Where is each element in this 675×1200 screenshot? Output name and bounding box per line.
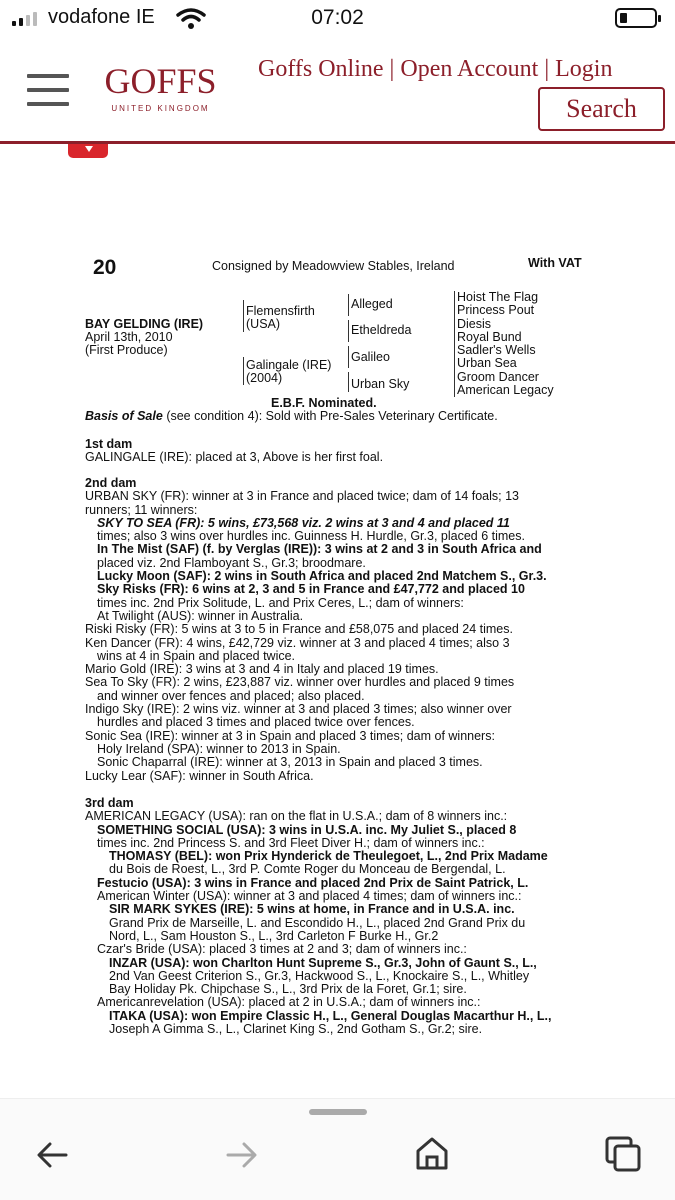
home-icon[interactable]: [414, 1135, 450, 1171]
ebf-note: E.B.F. Nominated.: [271, 396, 377, 410]
section-heading: 1st dam: [85, 437, 133, 451]
section-heading: 3rd dam: [85, 796, 134, 810]
dam-line: Mario Gold (IRE): 3 wins at 3 and 4 in Italy and placed 19 times.: [85, 662, 439, 677]
foaling-date: April 13th, 2010: [85, 330, 173, 344]
basis-text: (see condition 4): Sold with Pre-Sales Veterinary Certificate.: [166, 409, 498, 423]
pedigree-bracket: [348, 346, 349, 368]
pedigree-ancestor: Princess Pout: [457, 303, 535, 317]
dam-line: Sonic Sea (IRE): winner at 3 in Spain and placed 3 times; dam of winners:: [85, 728, 495, 743]
dam-line: SKY TO SEA (FR): 5 wins, £73,568 viz. 2 wins at 3 and 4 and placed 11: [97, 515, 510, 530]
dam-line: Sonic Chaparral (IRE): winner at 3, 2013 in Spain and placed 3 times.: [97, 755, 483, 770]
menu-icon[interactable]: [27, 74, 69, 106]
tabs-icon[interactable]: [604, 1135, 642, 1173]
pedigree-bracket: [348, 294, 349, 316]
pedigree-ancestor: Sadler's Wells: [457, 343, 536, 357]
pedigree-dam-year: (2004): [246, 371, 283, 385]
pedigree-sire: Flemensfirth: [246, 304, 315, 318]
first-dam-section: [85, 438, 605, 465]
dam-line: Grand Prix de Marseille, L. and Escondido H., L., placed 2nd Grand Prix du: [109, 915, 526, 930]
login-link[interactable]: Login: [555, 56, 613, 82]
dam-line: 2nd Van Geest Criterion S., Gr.3, Hackwood S., L., Knockaire S., L., Whitley: [109, 968, 530, 983]
dam-line: American Winter (USA): winner at 3 and placed 4 times; dam of winners inc.:: [97, 889, 522, 904]
dam-line: AMERICAN LEGACY (USA): ran on the flat in U.S.A.; dam of 8 winners inc.:: [85, 809, 508, 824]
pedigree-ancestor: Groom Dancer: [457, 370, 539, 384]
browser-toolbar: [0, 1098, 675, 1200]
dam-line: Czar's Bride (USA): placed 3 times at 2 and 3; dam of winners inc.:: [97, 942, 467, 957]
produce-note: (First Produce): [85, 343, 168, 357]
dam-line: runners; 11 winners:: [85, 502, 198, 517]
pedigree-ancestor: Royal Bund: [457, 330, 522, 344]
pedigree-bracket: [454, 291, 455, 397]
dam-line: Festucio (USA): 3 wins in France and placed 2nd Prix de Saint Patrick, L.: [97, 875, 529, 890]
pedigree-granddam: Urban Sky: [351, 377, 410, 391]
site-header: [0, 40, 675, 144]
dam-line: times inc. 2nd Prix Solitude, L. and Prix Ceres, L.; dam of winners:: [97, 595, 464, 610]
pedigree-bracket: [243, 357, 244, 385]
horse-description: BAY GELDING (IRE): [85, 317, 204, 331]
dam-line: Sea To Sky (FR): 2 wins, £23,887 viz. winner over hurdles and placed 9 times: [85, 675, 515, 690]
pedigree-ancestor: Urban Sea: [457, 356, 517, 370]
search-button[interactable]: Search: [538, 87, 665, 131]
dam-line: and winner over fences and placed; also placed.: [97, 688, 365, 703]
pedigree-ancestor: American Legacy: [457, 383, 554, 397]
back-arrow-icon[interactable]: [34, 1139, 70, 1171]
dam-line: Holy Ireland (SPA): winner to 2013 in Spain.: [97, 741, 341, 756]
dam-line: Joseph A Gimma S., L., Clarinet King S., 2nd Gotham S., Gr.2; sire.: [109, 1022, 483, 1037]
pedigree-sire-origin: (USA): [246, 317, 281, 331]
basis-of-sale: [85, 410, 498, 423]
dam-line: times inc. 2nd Princess S. and 3rd Fleet Diver H.; dam of winners inc.:: [97, 835, 485, 850]
dam-line: SOMETHING SOCIAL (USA): 3 wins in U.S.A. inc. My Juliet S., placed 8: [97, 822, 517, 837]
logo-text: GOFFS: [104, 61, 217, 101]
third-dam-section: [85, 797, 605, 1036]
dam-line: Ken Dancer (FR): 4 wins, £42,729 viz. winner at 3 and placed 4 times; also 3: [85, 635, 510, 650]
dam-line: hurdles and placed 3 times and placed twice over fences.: [97, 715, 415, 730]
status-bar: [0, 0, 675, 40]
lot-number: 20: [93, 256, 117, 279]
dam-line: GALINGALE (IRE): placed at 3, Above is her first foal.: [85, 450, 384, 465]
dam-line: INZAR (USA): won Charlton Hunt Supreme S., Gr.3, John of Gaunt S., L.,: [109, 955, 537, 970]
download-tab[interactable]: [68, 144, 108, 158]
dam-line: Americanrevelation (USA): placed at 2 in U.S.A.; dam of winners inc.:: [97, 995, 481, 1010]
pedigree-granddam: Etheldreda: [351, 323, 412, 337]
dam-line: At Twilight (AUS): winner in Australia.: [97, 608, 304, 623]
dam-line: Lucky Lear (SAF): winner in South Africa.: [85, 768, 314, 783]
pedigree-ancestor: Diesis: [457, 317, 492, 331]
pedigree-ancestor: Hoist The Flag: [457, 290, 539, 304]
goffs-online-link[interactable]: Goffs Online: [258, 56, 384, 82]
second-dam-section: [85, 477, 605, 783]
basis-label: Basis of Sale: [85, 409, 163, 423]
dam-line: Nord, L., Sam Houston S., L., 3rd Carleton F Burke H., Gr.2: [109, 928, 439, 943]
dam-line: Riski Risky (FR): 5 wins at 3 to 5 in France and £58,075 and placed 24 times.: [85, 622, 513, 637]
top-links: [258, 56, 612, 83]
goffs-logo[interactable]: [98, 62, 223, 113]
link-separator: |: [544, 56, 550, 82]
dam-line: URBAN SKY (FR): winner at 3 in France and placed twice; dam of 14 foals; 13: [85, 489, 519, 504]
logo-subtitle: UNITED KINGDOM: [111, 104, 210, 113]
dam-line: Lucky Moon (SAF): 2 wins in South Africa and placed 2nd Matchem S., Gr.3.: [97, 569, 547, 584]
pedigree-bracket: [348, 320, 349, 342]
vat-status: With VAT: [528, 256, 582, 270]
dam-line: times; also 3 wins over hurdles inc. Guinness H. Hurdle, Gr.3, placed 6 times.: [97, 529, 525, 544]
dam-line: In The Mist (SAF) (f. by Verglas (IRE)): 3 wins at 2 and 3 in South Africa and: [97, 542, 542, 557]
carrier-name: vodafone IE: [48, 6, 155, 28]
dam-line: Indigo Sky (IRE): 2 wins viz. winner at 3 and placed 3 times; also winner over: [85, 702, 512, 717]
toolbar-handle[interactable]: [309, 1109, 367, 1115]
dam-line: THOMASY (BEL): won Prix Hynderick de Theulegoet, L., 2nd Prix Madame: [109, 849, 548, 864]
pedigree-dam: Galingale (IRE): [246, 358, 332, 372]
section-heading: 2nd dam: [85, 476, 137, 490]
pedigree-bracket: [243, 300, 244, 332]
pedigree-grandsire: Galileo: [351, 350, 390, 364]
battery-icon: [615, 8, 657, 28]
clock: 07:02: [311, 6, 364, 29]
pedigree-bracket: [348, 372, 349, 392]
pedigree-grandsire: Alleged: [351, 297, 393, 311]
consignor: Consigned by Meadowview Stables, Ireland: [212, 259, 455, 273]
dam-line: wins at 4 in Spain and placed twice.: [97, 648, 296, 663]
dam-line: SIR MARK SYKES (IRE): 5 wins at home, in France and in U.S.A. inc.: [109, 902, 515, 917]
dam-line: Bay Holiday Pk. Chipchase S., L., 3rd Prix de la Foret, Gr.1; sire.: [109, 982, 467, 997]
dam-line: placed viz. 2nd Flamboyant S., Gr.3; broodmare.: [97, 555, 366, 570]
dam-line: Sky Risks (FR): 6 wins at 2, 3 and 5 in France and £47,772 and placed 10: [97, 582, 525, 597]
open-account-link[interactable]: Open Account: [400, 56, 539, 82]
forward-arrow-icon[interactable]: [224, 1139, 260, 1171]
dam-line: du Bois de Roest, L., 3rd P. Comte Roger du Monceau de Bergendal, L.: [109, 862, 506, 877]
dam-line: ITAKA (USA): won Empire Classic H., L., General Douglas Macarthur H., L.,: [109, 1008, 552, 1023]
link-separator: |: [389, 56, 395, 82]
